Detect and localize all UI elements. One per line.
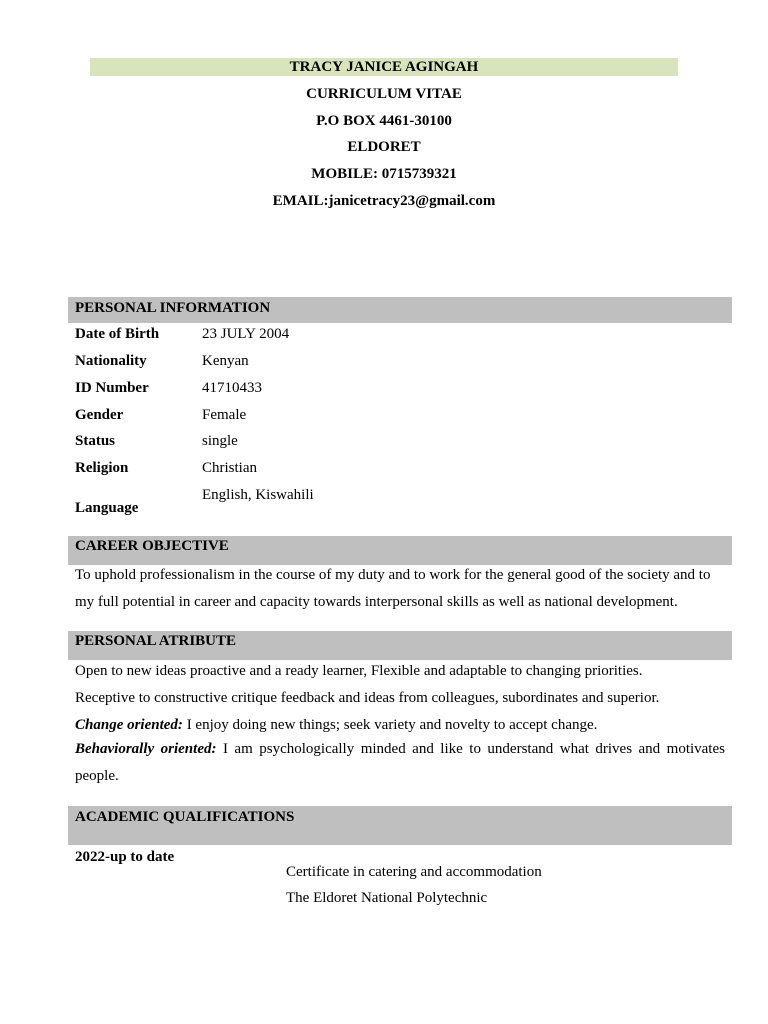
section-heading-personal-attribute: PERSONAL ATRIBUTE	[68, 631, 732, 660]
attribute-behavior-label: Behaviorally oriented:	[75, 741, 217, 757]
town: ELDORET	[347, 139, 421, 155]
info-label-gender: Gender	[75, 407, 124, 423]
attribute-behavior-text: I am psychologically minded and like to understand what drives and motivates people.	[75, 741, 725, 784]
attribute-change-label: Change oriented:	[75, 717, 183, 733]
academic-course: Certificate in catering and accommodation	[286, 864, 542, 880]
attribute-change-oriented	[75, 716, 725, 734]
section-heading-personal-information: PERSONAL INFORMATION	[68, 297, 732, 323]
candidate-name: TRACY JANICE AGINGAH	[90, 58, 678, 76]
info-value-dob: 23 JULY 2004	[202, 326, 290, 342]
info-label-dob: Date of Birth	[75, 326, 160, 342]
info-label-nationality: Nationality	[75, 353, 147, 369]
info-label-religion: Religion	[75, 460, 129, 476]
section-heading-academic-qualifications: ACADEMIC QUALIFICATIONS	[68, 806, 732, 845]
info-value-gender: Female	[202, 407, 247, 423]
academic-institution: The Eldoret National Polytechnic	[286, 890, 488, 906]
info-value-nationality: Kenyan	[202, 353, 249, 369]
info-value-status: single	[202, 433, 238, 449]
attribute-line-openness: Open to new ideas proactive and a ready learner, Flexible and adaptable to changing priorities.	[75, 663, 643, 679]
career-objective-text: To uphold professionalism in the course of my duty and to work for the general good of the society and to my full potential in career and capacity towards interpersonal skills as well as national development.	[75, 567, 711, 610]
attribute-line-receptive: Receptive to constructive critique feedback and ideas from colleagues, subordinates and superior.	[75, 690, 660, 706]
mobile-number: MOBILE: 0715739321	[311, 166, 457, 182]
attribute-change-text: I enjoy doing new things; seek variety and novelty to accept change.	[182, 717, 598, 733]
attribute-behaviorally-oriented	[75, 736, 725, 790]
info-label-status: Status	[75, 433, 116, 449]
document-title: CURRICULUM VITAE	[306, 86, 462, 102]
info-value-id-number: 41710433	[202, 380, 262, 396]
info-label-language: Language	[75, 500, 139, 516]
info-label-id-number: ID Number	[75, 380, 149, 396]
email-address: EMAIL:janicetracy23@gmail.com	[272, 193, 496, 209]
info-value-language: English, Kiswahili	[202, 487, 314, 503]
info-value-religion: Christian	[202, 460, 257, 476]
section-heading-career-objective: CAREER OBJECTIVE	[68, 536, 732, 565]
postal-address: P.O BOX 4461-30100	[316, 113, 452, 129]
academic-period: 2022-up to date	[75, 849, 175, 865]
